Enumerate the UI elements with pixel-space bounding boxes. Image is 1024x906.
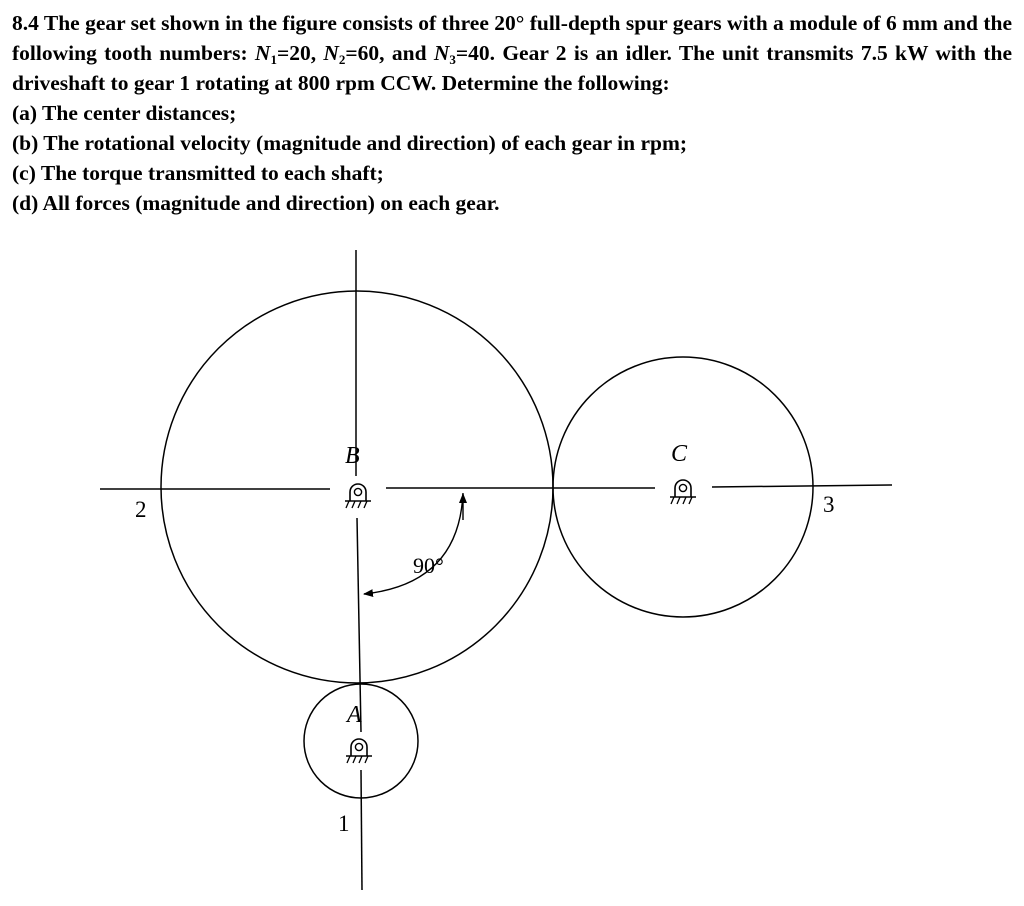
- bearing-c-icon: [670, 480, 696, 504]
- shaft-label-a: A: [347, 702, 362, 728]
- gear-label-1: 1: [338, 811, 350, 836]
- question-d: (d) All forces (magnitude and direction) on each gear.: [12, 191, 500, 215]
- angle-label: 90°: [413, 553, 444, 578]
- shaft-label-b: B: [345, 443, 360, 469]
- bearing-a-icon: [346, 739, 372, 763]
- tooth-number-n1: $N_1=20$,: [254, 41, 324, 67]
- vertical-centerline-middle: [357, 518, 361, 732]
- question-a: (a) The center distances;: [12, 101, 237, 125]
- tooth-number-n2: $N_2=60$, and: [323, 41, 434, 67]
- shaft-label-c: C: [671, 441, 688, 467]
- gear-label-3: 3: [823, 492, 835, 517]
- horizontal-centerline-right: [712, 485, 892, 487]
- tooth-number-n3: $N_3=40$.: [433, 41, 503, 67]
- problem-text-body: Gear 2 is an idler. The unit transmits 7.5 kW with the driveshaft to gear 1 rotating at 800 rpm CCW. Determine the following:: [12, 41, 1012, 95]
- problem-text-intro: 8.4 The gear set shown in the figure consists of three 20° full-depth spur gears with a module of 6 mm and the following tooth numbers:: [12, 11, 1012, 65]
- gear-2-pitch-circle: [161, 291, 553, 683]
- question-c: (c) The torque transmitted to each shaft;: [12, 161, 384, 185]
- bearing-b-icon: [345, 484, 371, 508]
- question-b: (b) The rotational velocity (magnitude and direction) of each gear in rpm;: [12, 131, 688, 155]
- vertical-centerline-lower: [361, 770, 362, 890]
- angle-arc-lower: [364, 493, 463, 594]
- gear-label-2: 2: [135, 497, 147, 522]
